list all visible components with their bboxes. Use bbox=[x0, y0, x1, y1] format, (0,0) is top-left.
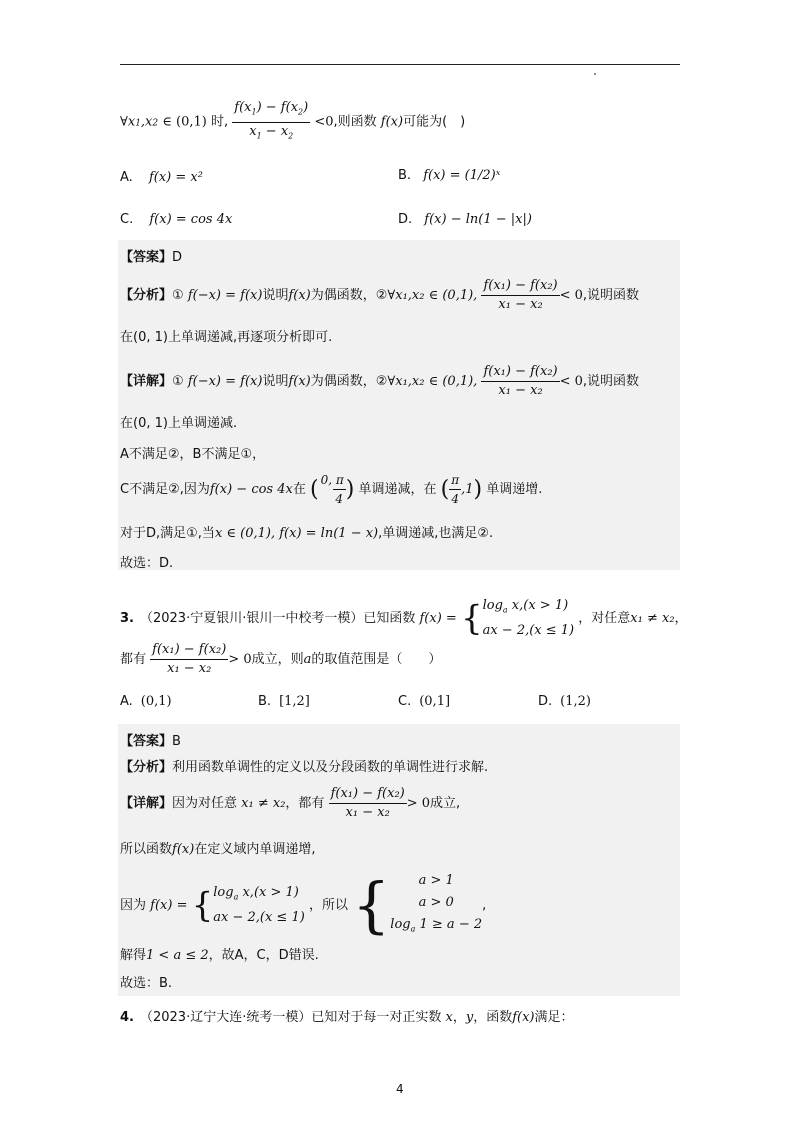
q3-stem-line2: 都有 $\frac{\text{f(x₁) − f(x₂)}}{\text{x₁ − x₂}}$ > 0成立，则a的取值范围是（ ） bbox=[120, 642, 442, 676]
q2-detail-c: C不满足②,因为f(x) − cos 4x在 ( $\frac{0, \pi}{4}$ ) 单调递减，在 ( $\frac{\pi}{4}$ ,1) 单调递增. bbox=[120, 473, 543, 506]
page-number: 4 bbox=[396, 1082, 404, 1096]
q3-option-a: A. (0,1) bbox=[120, 694, 172, 709]
q2-fraction: $\frac{f(x_1) - f(x_2)}{x_1 - x_2}$ bbox=[234, 100, 309, 141]
q2-stem: ∀x1,x2 ∈ (0,1) 时, $\frac{f(x_1) - f(x_2)}{x_1 - x_2}$ <0,则函数 f(x)可能为( ) bbox=[120, 100, 465, 144]
q2-option-d: D. f(x) − ln(1 − |x|) bbox=[398, 212, 532, 227]
q2-option-b: B. f(x) = (1/2)ˣ bbox=[398, 168, 501, 183]
q2-analysis-line1: 【分析】① f(−x) = f(x)说明f(x)为偶函数，②∀x₁,x₂ ∈ (0,1), $\frac{\text{f(x₁) − f(x₂)}}{\text{x₁ − x₂}}$ < 0,说明函数 bbox=[120, 278, 640, 312]
q2-option-c: C. f(x) = cos 4x bbox=[120, 212, 233, 227]
q3-answer: 【答案】B bbox=[120, 734, 181, 749]
q3-option-d: D. (1,2) bbox=[538, 694, 591, 709]
q3-solve: 解得1 < a ≤ 2，故A，C，D错误. bbox=[120, 948, 319, 963]
q2-detail-ab: A不满足②，B不满足①， bbox=[120, 447, 266, 462]
q3-option-c: C. (0,1] bbox=[398, 694, 451, 709]
q3-stem-line1: 3. （2023·宁夏银川·银川一中校考一模）已知函数 $f(x) = \{\log_a$ x,(x > 1) ax − 2,(x ≤ 1) ，对任意x₁ ≠ x₂， bbox=[120, 598, 688, 639]
q4-stem: 4. （2023·辽宁大连·统考一模）已知对于每一对正实数 x，y，函数f(x)满足： bbox=[120, 1010, 574, 1025]
q3-analysis: 【分析】利用函数单调性的定义以及分段函数的单调性进行求解. bbox=[120, 760, 489, 775]
q2-detail-line1: 【详解】① f(−x) = f(x)说明f(x)为偶函数，②∀x₁,x₂ ∈ (0,1), $\frac{\text{f(x₁) − f(x₂)}}{\text{x₁ − x₂}}$ < 0,说明函数 bbox=[120, 364, 640, 398]
q2-choose: 故选：D. bbox=[120, 556, 174, 571]
header-dot bbox=[594, 73, 596, 75]
q3-option-b: B. [1,2] bbox=[258, 694, 310, 709]
q2-option-a: A. f(x) = x² bbox=[120, 170, 203, 185]
q3-detail-line1: 【详解】因为对任意 x₁ ≠ x₂，都有 $\frac{\text{f(x₁) − f(x₂)}}{\text{x₁ − x₂}}$ > 0成立, bbox=[120, 786, 461, 820]
q2-detail-d: 对于D,满足①,当x ∈ (0,1), f(x) = ln(1 − x),单调递减,也满足②. bbox=[120, 526, 494, 541]
header-rule bbox=[120, 64, 680, 65]
q2-analysis-line2: 在(0, 1)上单调递减,再逐项分析即可. bbox=[120, 330, 333, 345]
q2-answer: 【答案】D bbox=[120, 250, 183, 265]
q3-detail-line3: 因为 $f(x) = \{\log_a$ x,(x > 1) ax − 2,(x ≤ 1) ，所以 { a > 1 a > 0 $\log_a 1 \ge a - 2$, bbox=[120, 870, 487, 941]
q3-detail-line2: 所以函数f(x)在定义域内单调递增, bbox=[120, 842, 316, 857]
q2-detail-line2: 在(0, 1)上单调递减. bbox=[120, 416, 238, 431]
q3-choose: 故选：B. bbox=[120, 976, 173, 991]
